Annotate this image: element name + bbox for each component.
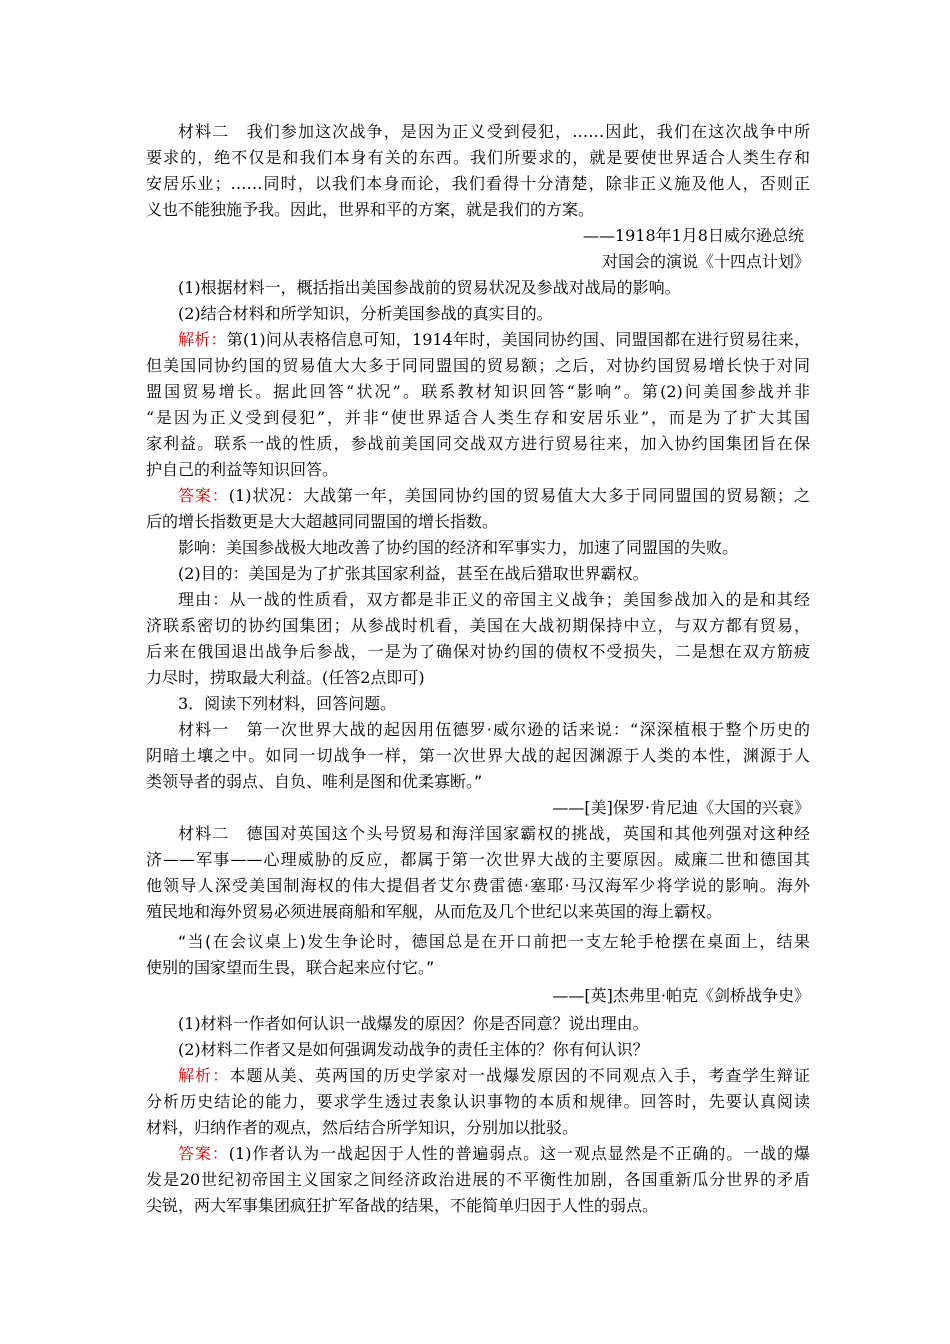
answer-line: 尖锐，两大军事集团疯狂扩军备战的结果，不能简单归因于人性的弱点。 (146, 1196, 659, 1215)
material-line: 济——军事——心理威胁的反应，都属于第一次世界大战的主要原因。威廉二世和德国其 (146, 850, 810, 869)
answer-line: 发是20世纪初帝国主义国家之间经济政治进展的不平衡性加剧，各国重新瓜分世界的矛盾 (146, 1170, 810, 1189)
answer-label: 答案： (178, 1144, 229, 1163)
analysis-line: 材料，归纳作者的观点，然后结合所学知识，分别加以批驳。 (146, 1118, 579, 1137)
material-line: 殖民地和海外贸易必须进展商船和军舰，从而危及几个世纪以来英国的海上霸权。 (146, 902, 723, 921)
question-heading: 3．阅读下列材料，回答问题。 (178, 694, 397, 713)
material-line: 类领导者的弱点、自负、唯利是图和优柔寡断。” (146, 772, 483, 791)
citation-line: 对国会的演说《十四点计划》 (601, 252, 810, 271)
question-line: (2)材料二作者又是如何强调发动战争的责任主体的？你有何认识？ (178, 1040, 649, 1059)
answer-line: 答案：(1)作者认为一战起因于人性的普遍弱点。这一观点显然是不正确的。一战的爆 (178, 1144, 810, 1163)
citation-line: ——[美]保罗·肯尼迪《大国的兴衰》 (552, 798, 810, 817)
answer-line: 影响：美国参战极大地改善了协约国的经济和军事实力，加速了同盟国的失败。 (178, 538, 739, 557)
question-line: (1)根据材料一，概括指出美国参战前的贸易状况及参战对战局的影响。 (178, 278, 681, 297)
analysis-line: 解析：本题从美、英两国的历史学家对一战爆发原因的不同观点入手，考查学生辩证 (178, 1066, 810, 1085)
answer-line: (2)目的：美国是为了扩张其国家利益，甚至在战后猎取世界霸权。 (178, 564, 649, 583)
analysis-label: 解析： (178, 1066, 230, 1085)
material-line: 使别的国家望而生畏，联合起来应付它。” (146, 958, 435, 977)
material-line: 材料二 德国对英国这个头号贸易和海洋国家霸权的挑战，英国和其他列强对这种经 (178, 824, 810, 843)
text-line: 材料二 我们参加这次战争，是因为正义受到侵犯，……因此，我们在这次战争中所 (178, 122, 810, 141)
answer-line: 答案：(1)状况：大战第一年，美国同协约国的贸易值大大多于同同盟国的贸易额；之 (178, 486, 810, 505)
text-line: 安居乐业；……同时，以我们本身而论，我们看得十分清楚，除非正义施及他人，否则正 (146, 174, 810, 193)
citation-line: ——1918年1月8日威尔逊总统 (582, 226, 804, 245)
analysis-line: 护自己的利益等知识回答。 (146, 460, 339, 479)
analysis-line: 分析历史结论的能力，要求学生透过表象认识事物的本质和规律。回答时，先要认真阅读 (146, 1092, 810, 1111)
answer-line: 后来在俄国退出战争后参战，一是为了确保对协约国的债权不受损失，二是想在双方筋疲 (146, 642, 810, 661)
answer-line: 力尽时，捞取最大利益。(任答2点即可) (146, 668, 425, 687)
answer-line: 济联系密切的协约国集团；从参战时机看，美国在大战初期保持中立，与双方都有贸易， (146, 616, 810, 635)
analysis-label: 解析： (178, 330, 227, 349)
answer-line: 后的增长指数更是大大超越同同盟国的增长指数。 (146, 512, 499, 531)
material-line: 阴暗土壤之中。如同一切战争一样，第一次世界大战的起因渊源于人类的本性，渊源于人 (146, 746, 810, 765)
text-line: 要求的，绝不仅是和我们本身有关的东西。我们所要求的，就是要使世界适合人类生存和 (146, 148, 810, 167)
material-line: 材料一 第一次世界大战的起因用伍德罗·威尔逊的话来说：“深深植根于整个历史的 (178, 720, 810, 739)
analysis-line: 盟国贸易增长。据此回答“状况”。联系教材知识回答“影响”。第(2)问美国参战并非 (146, 382, 810, 401)
analysis-line: 但美国同协约国的贸易值大大多于同同盟国的贸易额；之后，对协约国贸易增长快于对同 (146, 356, 810, 375)
analysis-line: 家利益。联系一战的性质，参战前美国同交战双方进行贸易往来，加入协约国集团旨在保 (146, 434, 810, 453)
material-line: “当(在会议桌上)发生争论时，德国总是在开口前把一支左轮手枪摆在桌面上，结果 (178, 932, 810, 951)
answer-label: 答案： (178, 486, 229, 505)
question-line: (1)材料一作者如何认识一战爆发的原因？你是否同意？说出理由。 (178, 1014, 649, 1033)
analysis-line: 解析：第(1)问从表格信息可知，1914年时，美国同协约国、同盟国都在进行贸易往来， (178, 330, 810, 349)
analysis-line: “是因为正义受到侵犯”，并非“使世界适合人类生存和安居乐业”，而是为了扩大其国 (146, 408, 810, 427)
citation-line: ——[英]杰弗里·帕克《剑桥战争史》 (552, 986, 810, 1005)
text-line: 义也不能独施予我。因此，世界和平的方案，就是我们的方案。 (146, 200, 595, 219)
question-line: (2)结合材料和所学知识，分析美国参战的真实目的。 (178, 304, 553, 323)
answer-line: 理由：从一战的性质看，双方都是非正义的帝国主义战争；美国参战加入的是和其经 (178, 590, 810, 609)
material-line: 他领导人深受美国制海权的伟大提倡者艾尔费雷德·塞耶·马汉海军少将学说的影响。海外 (146, 876, 810, 895)
